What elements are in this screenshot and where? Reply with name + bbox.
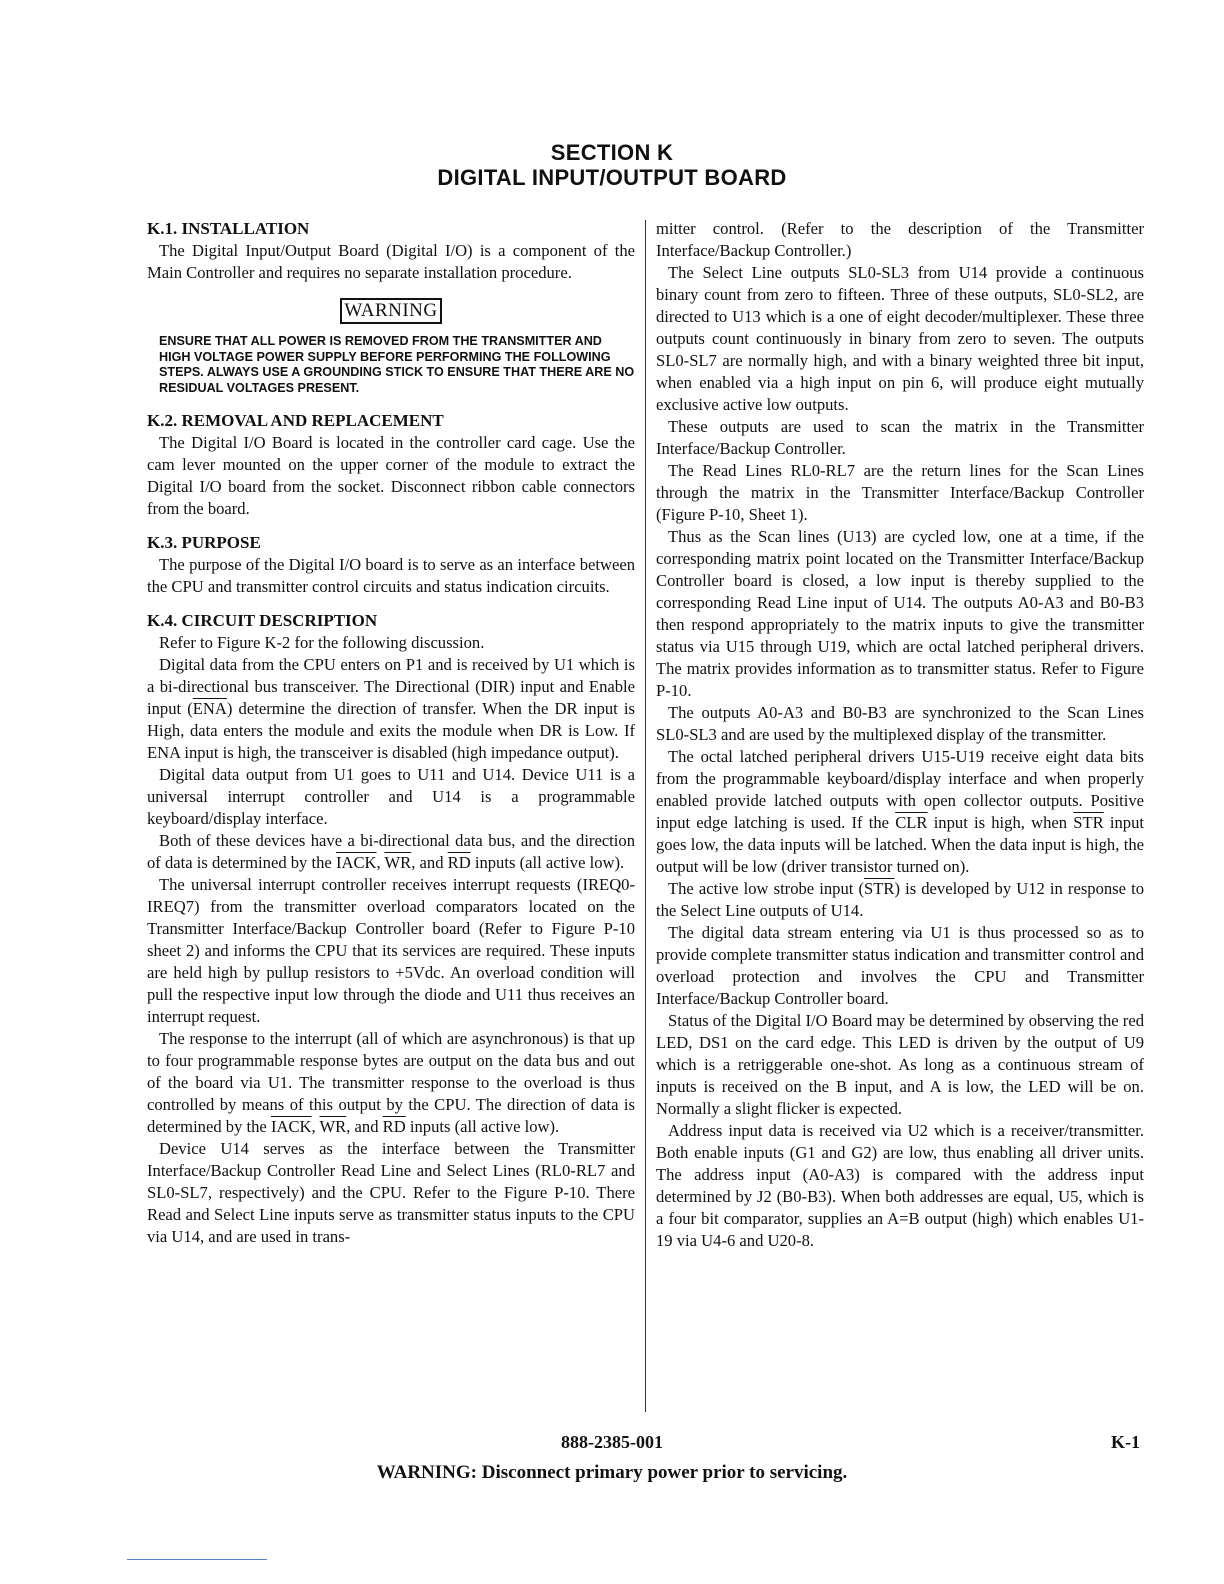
right-paragraph-1: The Select Line outputs SL0-SL3 from U14 provide a continuous binary count from zero to fifteen. Three of these outputs, SL0-SL2, are directed to U13 which is a one of eight decoder/multiplexer. These three outputs count continuously in binary from zero to seven. The outputs SL0-SL7 are normally high, and with a binary weighted three bit input, when enabled via a high input on pin 6, will produce eight mutually exclusive active low outputs. [656,263,1144,414]
circuit-paragraph-3: Digital data output from U1 goes to U11 and U14. Device U11 is a universal interrupt controller and U14 is a programmable keyboard/display interface. [147,765,635,828]
purpose-paragraph: The purpose of the Digital I/O board is to serve as an interface between the CPU and transmitter control circuits and status indication circuits. [147,555,635,596]
footer-warning: WARNING: Disconnect primary power prior to servicing. [376,1462,848,1483]
heading-circuit-description: K.4. CIRCUIT DESCRIPTION [147,611,378,630]
heading-installation: K.1. INSTALLATION [147,219,310,238]
str-signal-2: $\overline{STR}$ [864,879,895,898]
section-title: DIGITAL INPUT/OUTPUT BOARD [437,165,787,190]
rd-signal: $\overline{RD}$ [447,853,471,872]
right-column [656,218,1144,1252]
wr-signal: $\overline{WR}$ [384,853,412,872]
right-paragraph-7: The active low strobe input $(\overline{STR})$ is developed by U12 in response to the Select Line outputs of U14. [656,879,1145,920]
footer-page-number: K-1 [1111,1432,1140,1452]
iack-signal: IACK [335,853,377,872]
right-paragraph-9: Status of the Digital I/O Board may be determined by observing the red LED, DS1 on the card edge. This LED is driven by the output of U9 which is a retriggerable one-shot. As long as a continuous stream of inputs is received on the B input, and A is low, the LED will be on. Normally a slight flicker is expected. [656,1011,1144,1118]
installation-paragraph: The Digital Input/Output Board (Digital I/O) is a component of the Main Controller and requires no separate installation procedure. [147,241,635,282]
warning-label: WARNING [340,298,441,324]
wr-signal-2: $\overline{WR}$ [319,1117,347,1136]
iack-signal-2: IACK [270,1117,312,1136]
footer-part-number: 888-2385-001 [561,1432,663,1452]
section-label: SECTION K [550,140,674,165]
circuit-paragraph-5: The universal interrupt controller receives interrupt requests (IREQ0-IREQ7) from the transmitter overload comparators located on the Transmitter Interface/Backup Controller board (Refer to Figure P-10 sheet 2) and informs the CPU that its services are required. These inputs are held high by pullup resistors to +5Vdc. An overload condition will pull the respective input low through the diode and U11 thus receives an interrupt request. [147,875,635,1026]
heading-purpose: K.3. PURPOSE [147,533,261,552]
right-paragraph-3: The Read Lines RL0-RL7 are the return lines for the Scan Lines through the matrix in the Transmitter Interface/Backup Controller (Figure P-10, Sheet 1). [656,461,1144,524]
right-paragraph-4: Thus as the Scan lines (U13) are cycled low, one at a time, if the corresponding matrix point located on the Transmitter Interface/Backup Controller board is closed, a low input is thereby supplied to the corresponding Read Line input of U14. The outputs A0-A3 and B0-B3 then respond appropriately to the matrix inputs to give the transmitter status via U15 through U19, which are octal latched peripheral drivers. The matrix provides information as to transmitter status. Refer to Figure P-10. [656,527,1144,700]
column-divider [645,220,646,1412]
clr-signal: $\overline{CLR}$ [895,813,928,832]
circuit-paragraph-1: Refer to Figure K-2 for the following discussion. [159,633,485,652]
heading-removal: K.2. REMOVAL AND REPLACEMENT [147,411,444,430]
right-paragraph-2: These outputs are used to scan the matrix in the Transmitter Interface/Backup Controller. [656,417,1144,458]
right-paragraph-5: The outputs A0-A3 and B0-B3 are synchronized to the Scan Lines SL0-SL3 and are used by the multiplexed display of the transmitter. [656,703,1144,744]
removal-paragraph: The Digital I/O Board is located in the controller card cage. Use the cam lever mounted on the upper corner of the module to extract the Digital I/O board from the socket. Disconnect ribbon cable connectors from the board. [147,433,635,518]
circuit-paragraph-6: The response to the interrupt (all of which are asynchronous) is that up to four programmable response bytes are output on the data bus and out of the board via U1. The transmitter response to the overload is thus controlled by means of this output by the CPU. The direction of data is determined by the IACK, $\overline{WR}$, and $\overline{RD}$ inputs (all active low). [147,1029,635,1136]
str-signal: $\overline{STR}$ [1073,813,1104,832]
rd-signal-2: $\overline{RD}$ [382,1117,406,1136]
right-paragraph-8: The digital data stream entering via U1 is thus processed so as to provide complete transmitter status indication and transmitter control and overload protection and involves the CPU and Transmitter Interface/Backup Controller board. [656,923,1144,1008]
right-paragraph-6: The octal latched peripheral drivers U15-U19 receive eight data bits from the programmable keyboard/display interface and when properly enabled provide latched outputs with open collector outputs. Positive input edge latching is used. If the $\overline{CLR}$ input is high, when $\overline{STR}$ input goes low, the data inputs will be latched. When the data input is high, the output will be low (driver transistor turned on). [656,747,1144,876]
warning-box-container [147,298,635,324]
right-paragraph-10: Address input data is received via U2 which is a receiver/transmitter. Both enable inputs (G1 and G2) are low, thus enabling all driver units. The address input (A0-A3) is compared with the address input determined by J2 (B0-B3). When both addresses are equal, U5, which is a four bit comparator, supplies an A=B output (high) which enables U1-19 via U4-6 and U20-8. [656,1121,1144,1250]
warning-text: ENSURE THAT ALL POWER IS REMOVED FROM THE TRANSMITTER AND HIGH VOLTAGE POWER SUPPLY BEFORE PERFORMING THE FOLLOWING STEPS. ALWAYS USE A GROUNDING STICK TO ENSURE THAT THERE ARE NO RESIDUAL VOLTAGES PRESENT. [159,334,635,395]
left-column [147,218,635,1248]
right-paragraph-0: mitter control. (Refer to the description of the Transmitter Interface/Backup Controller.) [656,219,1144,260]
bottom-rule [127,1559,267,1560]
ena-signal: $\overline{ENA}$ [192,699,227,718]
circuit-paragraph-2: Digital data from the CPU enters on P1 and is received by U1 which is a bi-directional bus transceiver. The Directional (DIR) input and Enable input $(\overline{ENA})$ determine the direction of transfer. When the DR input is High, data enters the module and exits the module when DR is Low. If ENA input is high, the transceiver is disabled (high impedance output). [147,655,635,762]
circuit-paragraph-4: Both of these devices have a bi-directional data bus, and the direction of data is determined by the IACK, $\overline{WR}$, and $\overline{RD}$ inputs (all active low). [147,831,635,872]
page-title [0,140,1224,190]
circuit-paragraph-7: Device U14 serves as the interface between the Transmitter Interface/Backup Controller Read Line and Select Lines (RL0-RL7 and SL0-SL7, respectively) and the CPU. Refer to the Figure P-10. There Read and Select Line inputs serve as transmitter status inputs to the CPU via U14, and are used in trans- [147,1139,635,1246]
